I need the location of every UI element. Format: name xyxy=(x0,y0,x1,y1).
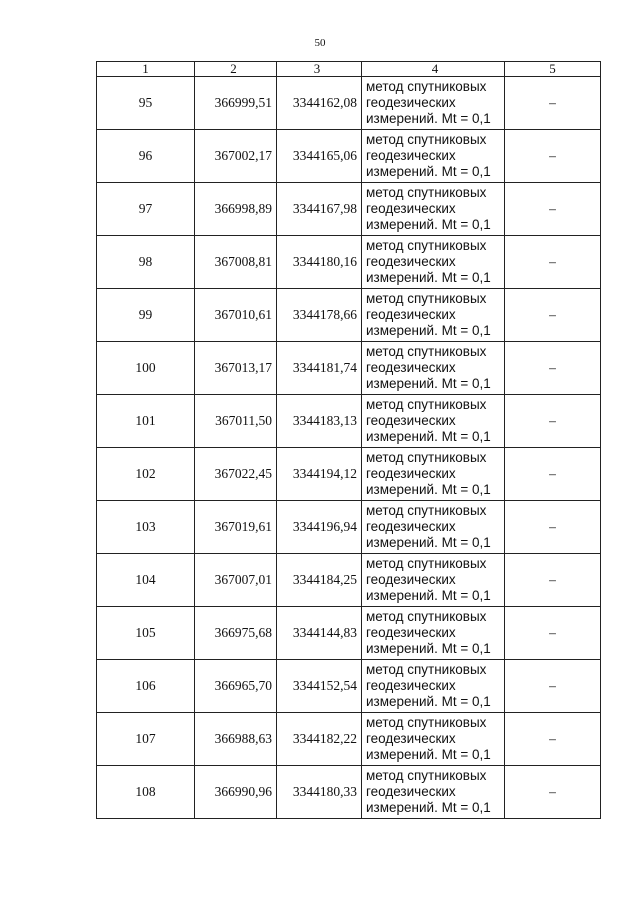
method-line-2: геодезических xyxy=(366,519,456,534)
method-line-2: геодезических xyxy=(366,625,456,640)
table-row xyxy=(97,289,601,342)
point-number: 103 xyxy=(97,501,195,554)
method-description xyxy=(362,713,505,766)
method-line-1: метод спутниковых xyxy=(366,450,487,465)
point-number: 108 xyxy=(97,766,195,819)
coordinate-x: 366990,96 xyxy=(195,766,277,819)
column-header-3: 3 xyxy=(277,62,362,77)
column-5-value: – xyxy=(505,77,601,130)
method-line-1: метод спутниковых xyxy=(366,397,487,412)
column-5-value: – xyxy=(505,660,601,713)
table-row xyxy=(97,713,601,766)
coordinate-x: 367013,17 xyxy=(195,342,277,395)
column-5-value: – xyxy=(505,395,601,448)
method-description xyxy=(362,660,505,713)
column-5-value: – xyxy=(505,448,601,501)
method-description xyxy=(362,236,505,289)
column-5-value: – xyxy=(505,607,601,660)
coordinate-y: 3344180,33 xyxy=(277,766,362,819)
point-number: 95 xyxy=(97,77,195,130)
method-description xyxy=(362,395,505,448)
point-number: 100 xyxy=(97,342,195,395)
method-description xyxy=(362,501,505,554)
coordinate-x: 367010,61 xyxy=(195,289,277,342)
table-row xyxy=(97,607,601,660)
method-description xyxy=(362,448,505,501)
coordinate-x: 366988,63 xyxy=(195,713,277,766)
method-line-1: метод спутниковых xyxy=(366,715,487,730)
point-number: 101 xyxy=(97,395,195,448)
coordinate-x: 366975,68 xyxy=(195,607,277,660)
method-line-3: измерений. Mt = 0,1 xyxy=(366,800,491,815)
coordinate-x: 366965,70 xyxy=(195,660,277,713)
method-line-2: геодезических xyxy=(366,360,456,375)
table-row xyxy=(97,236,601,289)
column-header-2: 2 xyxy=(195,62,277,77)
method-line-2: геодезических xyxy=(366,148,456,163)
method-description xyxy=(362,183,505,236)
method-line-1: метод спутниковых xyxy=(366,344,487,359)
method-line-2: геодезических xyxy=(366,731,456,746)
point-number: 106 xyxy=(97,660,195,713)
coordinate-y: 3344178,66 xyxy=(277,289,362,342)
method-description xyxy=(362,77,505,130)
coordinate-y: 3344194,12 xyxy=(277,448,362,501)
column-5-value: – xyxy=(505,766,601,819)
point-number: 97 xyxy=(97,183,195,236)
coordinate-y: 3344184,25 xyxy=(277,554,362,607)
point-number: 96 xyxy=(97,130,195,183)
column-5-value: – xyxy=(505,183,601,236)
coordinate-y: 3344165,06 xyxy=(277,130,362,183)
coordinate-x: 367007,01 xyxy=(195,554,277,607)
method-line-1: метод спутниковых xyxy=(366,556,487,571)
table-row xyxy=(97,77,601,130)
column-5-value: – xyxy=(505,236,601,289)
coordinate-y: 3344152,54 xyxy=(277,660,362,713)
method-description xyxy=(362,554,505,607)
point-number: 107 xyxy=(97,713,195,766)
coordinate-x: 367002,17 xyxy=(195,130,277,183)
method-line-1: метод спутниковых xyxy=(366,662,487,677)
point-number: 99 xyxy=(97,289,195,342)
method-line-1: метод спутниковых xyxy=(366,79,487,94)
method-line-3: измерений. Mt = 0,1 xyxy=(366,535,491,550)
coordinate-y: 3344181,74 xyxy=(277,342,362,395)
method-line-2: геодезических xyxy=(366,572,456,587)
column-header-5: 5 xyxy=(505,62,601,77)
coordinate-x: 366998,89 xyxy=(195,183,277,236)
table-row xyxy=(97,395,601,448)
method-line-2: геодезических xyxy=(366,95,456,110)
method-line-3: измерений. Mt = 0,1 xyxy=(366,217,491,232)
table-row xyxy=(97,342,601,395)
column-5-value: – xyxy=(505,289,601,342)
method-line-1: метод спутниковых xyxy=(366,609,487,624)
method-description xyxy=(362,766,505,819)
page-number: 50 xyxy=(314,37,326,49)
coordinate-x: 367022,45 xyxy=(195,448,277,501)
method-line-3: измерений. Mt = 0,1 xyxy=(366,323,491,338)
method-line-3: измерений. Mt = 0,1 xyxy=(366,429,491,444)
point-number: 104 xyxy=(97,554,195,607)
method-description xyxy=(362,130,505,183)
coordinate-y: 3344144,83 xyxy=(277,607,362,660)
method-description xyxy=(362,342,505,395)
method-line-1: метод спутниковых xyxy=(366,132,487,147)
point-number: 98 xyxy=(97,236,195,289)
method-line-3: измерений. Mt = 0,1 xyxy=(366,164,491,179)
method-line-2: геодезических xyxy=(366,678,456,693)
table-row xyxy=(97,554,601,607)
method-line-3: измерений. Mt = 0,1 xyxy=(366,641,491,656)
method-description xyxy=(362,607,505,660)
method-line-3: измерений. Mt = 0,1 xyxy=(366,376,491,391)
method-line-2: геодезических xyxy=(366,254,456,269)
table-row xyxy=(97,660,601,713)
method-line-3: измерений. Mt = 0,1 xyxy=(366,588,491,603)
column-5-value: – xyxy=(505,713,601,766)
coordinates-table xyxy=(96,61,601,819)
method-description xyxy=(362,289,505,342)
coordinate-y: 3344183,13 xyxy=(277,395,362,448)
column-5-value: – xyxy=(505,501,601,554)
coordinate-y: 3344180,16 xyxy=(277,236,362,289)
method-line-2: геодезических xyxy=(366,201,456,216)
coordinate-y: 3344162,08 xyxy=(277,77,362,130)
column-5-value: – xyxy=(505,342,601,395)
column-header-1: 1 xyxy=(97,62,195,77)
coordinate-x: 367019,61 xyxy=(195,501,277,554)
column-5-value: – xyxy=(505,130,601,183)
coordinate-x: 366999,51 xyxy=(195,77,277,130)
coordinate-y: 3344167,98 xyxy=(277,183,362,236)
coordinate-x: 367008,81 xyxy=(195,236,277,289)
table-row xyxy=(97,501,601,554)
point-number: 102 xyxy=(97,448,195,501)
column-header-4: 4 xyxy=(362,62,505,77)
method-line-2: геодезических xyxy=(366,784,456,799)
method-line-1: метод спутниковых xyxy=(366,291,487,306)
point-number: 105 xyxy=(97,607,195,660)
method-line-1: метод спутниковых xyxy=(366,503,487,518)
method-line-3: измерений. Mt = 0,1 xyxy=(366,270,491,285)
method-line-2: геодезических xyxy=(366,466,456,481)
table-row xyxy=(97,130,601,183)
coordinate-y: 3344196,94 xyxy=(277,501,362,554)
method-line-3: измерений. Mt = 0,1 xyxy=(366,747,491,762)
method-line-2: геодезических xyxy=(366,413,456,428)
method-line-1: метод спутниковых xyxy=(366,768,487,783)
table-row xyxy=(97,183,601,236)
method-line-2: геодезических xyxy=(366,307,456,322)
table-row xyxy=(97,448,601,501)
table-header-row xyxy=(97,62,601,77)
method-line-1: метод спутниковых xyxy=(366,185,487,200)
coordinate-x: 367011,50 xyxy=(195,395,277,448)
method-line-3: измерений. Mt = 0,1 xyxy=(366,111,491,126)
method-line-1: метод спутниковых xyxy=(366,238,487,253)
table-row xyxy=(97,766,601,819)
column-5-value: – xyxy=(505,554,601,607)
method-line-3: измерений. Mt = 0,1 xyxy=(366,482,491,497)
coordinate-y: 3344182,22 xyxy=(277,713,362,766)
method-line-3: измерений. Mt = 0,1 xyxy=(366,694,491,709)
